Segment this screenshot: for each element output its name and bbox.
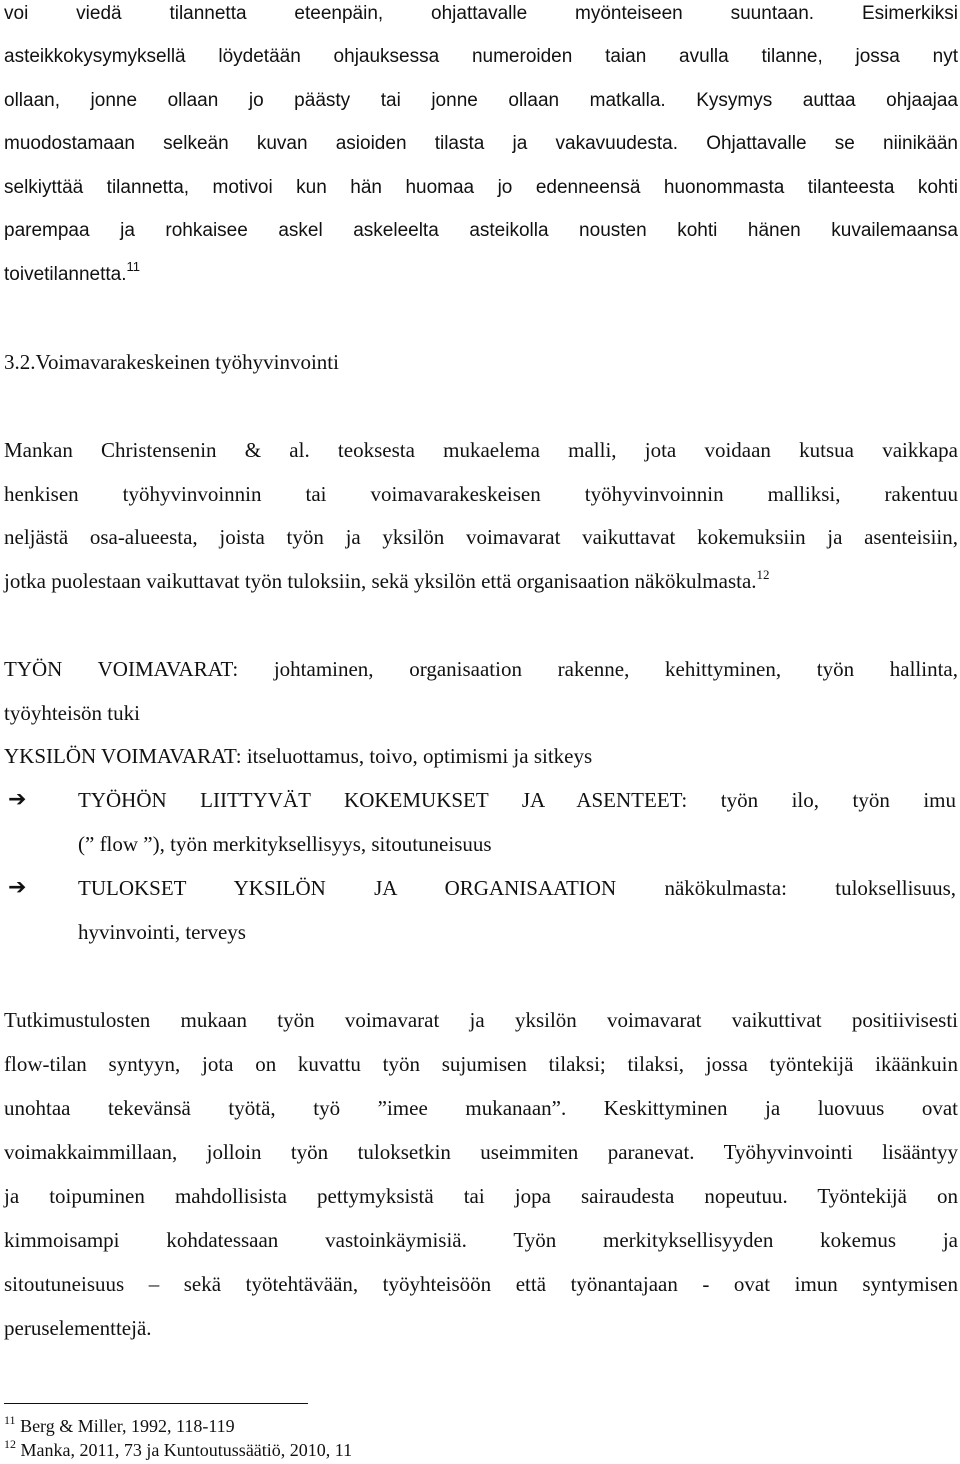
bullet-1-line-1: TYÖHÖN LIITTYVÄT KOKEMUKSET JA ASENTEET: työn ilo, työn imu: [78, 788, 956, 812]
paragraph-2-line-1: Mankan Christensenin & al. teoksesta mukaelema malli, jota voidaan kutsua vaikkapa: [4, 438, 958, 462]
bullet-1-line-2: (” flow ”), työn merkityksellisyys, sitoutuneisuus: [78, 832, 492, 856]
footnote-12: [4, 1439, 352, 1461]
paragraph-1-line-3: ollaan, jonne ollaan jo päästy tai jonne ollaan matkalla. Kysymys auttaa ohjaajaa: [4, 90, 958, 111]
paragraph-3-line-4: voimakkaimmillaan, jolloin työn tuloksetkin useimmiten paranevat. Työhyvinvointi lisääntyy: [4, 1140, 958, 1164]
arrow-right-icon: ➔: [8, 787, 27, 812]
paragraph-1-line-7-text: toivetilannetta.: [4, 264, 127, 285]
footnote-separator: [4, 1403, 308, 1404]
paragraph-3-line-6: kimmoisampi kohdatessaan vastoinkäymisiä. Työn merkityksellisyyden kokemus ja: [4, 1228, 958, 1252]
paragraph-2-line-4: [4, 567, 958, 595]
footnote-12-number: 12: [4, 1437, 16, 1451]
paragraph-1-line-5: selkiyttää tilannetta, motivoi kun hän huomaa jo edenneensä huonommasta tilanteesta kohti: [4, 177, 958, 198]
work-resources-line-2: työyhteisön tuki: [4, 701, 140, 725]
footnote-11: [4, 1415, 235, 1437]
paragraph-1-line-4: muodostamaan selkeän kuvan asioiden tilasta ja vakavuudesta. Ohjattavalle se niinikään: [4, 133, 958, 154]
individual-resources: YKSILÖN VOIMAVARAT: itseluottamus, toivo, optimismi ja sitkeys: [4, 744, 593, 768]
paragraph-3-line-2: flow-tilan syntyyn, jota on kuvattu työn sujumisen tilaksi; tilaksi, jossa työntekijä ikäänkuin: [4, 1052, 958, 1076]
paragraph-2-line-4-text: jotka puolestaan vaikuttavat työn tuloksiin, sekä yksilön että organisaation näkökulmasta.: [4, 569, 757, 593]
paragraph-2-line-2: henkisen työhyvinvoinnin tai voimavarakeskeisen työhyvinvoinnin malliksi, rakentuu: [4, 482, 958, 506]
paragraph-1-line-6: parempaa ja rohkaisee askel askeleelta asteikolla nousten kohti hänen kuvailemaansa: [4, 220, 958, 241]
paragraph-3-line-1: Tutkimustulosten mukaan työn voimavarat ja yksilön voimavarat vaikuttivat positiivisesti: [4, 1008, 958, 1032]
paragraph-1-line-7: [4, 261, 958, 289]
footnote-12-text: Manka, 2011, 73 ja Kuntoutussäätiö, 2010, 11: [20, 1440, 353, 1460]
work-resources-line-1: TYÖN VOIMAVARAT: johtaminen, organisaation rakenne, kehittyminen, työn hallinta,: [4, 657, 958, 681]
footnote-11-number: 11: [4, 1413, 16, 1427]
paragraph-3-line-5: ja toipuminen mahdollisista pettymyksistä tai jopa sairaudesta nopeutuu. Työntekijä on: [4, 1184, 958, 1208]
bullet-2-line-2: hyvinvointi, terveys: [78, 920, 246, 944]
paragraph-3-line-8: peruselementtejä.: [4, 1316, 152, 1340]
paragraph-2-line-3: neljästä osa-alueesta, joista työn ja yksilön voimavarat vaikuttavat kokemuksiin ja asenteisiin,: [4, 525, 958, 549]
footnote-ref-12[interactable]: 12: [756, 567, 770, 582]
paragraph-3-line-7: sitoutuneisuus – sekä työtehtävään, työyhteisöön että työnantajaan - ovat imun syntymisen: [4, 1272, 958, 1296]
footnote-11-text: Berg & Miller, 1992, 118-119: [20, 1416, 235, 1436]
paragraph-1-line-2: asteikkokysymyksellä löydetään ohjauksessa numeroiden taian avulla tilanne, jossa nyt: [4, 46, 958, 67]
paragraph-1-line-1: voi viedä tilannetta eteenpäin, ohjattavalle myönteiseen suuntaan. Esimerkiksi: [4, 3, 958, 24]
arrow-right-icon: ➔: [8, 875, 27, 900]
section-heading: 3.2.Voimavarakeskeinen työhyvinvointi: [4, 350, 339, 374]
bullet-2-line-1: TULOKSET YKSILÖN JA ORGANISAATION näkökulmasta: tuloksellisuus,: [78, 876, 956, 900]
paragraph-3-line-3: unohtaa tekevänsä työtä, työ ”imee mukanaan”. Keskittyminen ja luovuus ovat: [4, 1096, 958, 1120]
footnote-ref-11[interactable]: 11: [126, 259, 141, 274]
